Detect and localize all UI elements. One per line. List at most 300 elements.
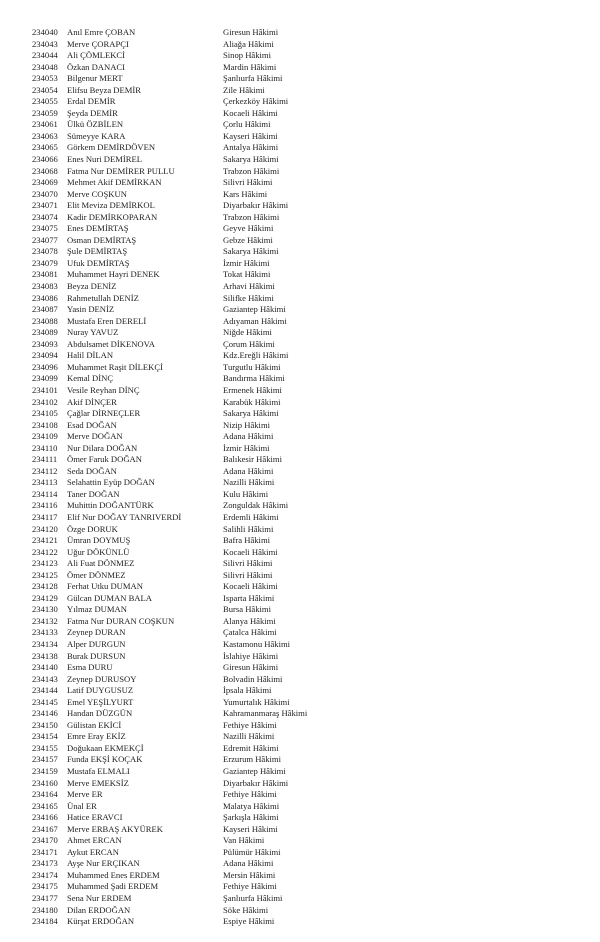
duty-cell: Arhavi Hâkimi — [223, 281, 275, 292]
name-cell: Aykut ERCAN — [67, 846, 119, 857]
registry-number-cell: 234096 — [32, 361, 58, 372]
name-cell: Özge DORUK — [67, 523, 118, 534]
duty-cell: Kayseri Hâkimi — [223, 823, 278, 834]
registry-number-cell: 234099 — [32, 373, 58, 384]
duty-cell: Mardin Hâkimi — [223, 61, 277, 72]
table-row — [0, 362, 600, 374]
table-row — [0, 651, 600, 663]
name-cell: Yasin DENİZ — [67, 304, 115, 315]
registry-number-cell: 234065 — [32, 142, 58, 153]
registry-number-cell: 234121 — [32, 535, 58, 546]
table-row — [0, 593, 600, 605]
duty-cell: Bandırma Hâkimi — [223, 373, 285, 384]
registry-number-cell: 234114 — [32, 488, 58, 499]
registry-number-cell: 234061 — [32, 119, 58, 130]
table-row — [0, 535, 600, 547]
name-cell: Elifsu Beyza DEMİR — [67, 84, 141, 95]
registry-number-cell: 234170 — [32, 835, 58, 846]
name-cell: Şeyda DEMİR — [67, 107, 118, 118]
table-row — [0, 27, 600, 39]
table-row — [0, 778, 600, 790]
registry-number-cell: 234101 — [32, 384, 58, 395]
duty-cell: Trabzon Hâkimi — [223, 211, 280, 222]
name-cell: Enes DEMİRTAŞ — [67, 223, 129, 234]
duty-cell: Gaziantep Hâkimi — [223, 304, 286, 315]
name-cell: Fatma Nur DEMİRER PULLU — [67, 165, 175, 176]
table-row — [0, 189, 600, 201]
duty-cell: Edremit Hâkimi — [223, 742, 279, 753]
table-row — [0, 789, 600, 801]
table-row — [0, 73, 600, 85]
table-row — [0, 720, 600, 732]
name-cell: Taner DOĞAN — [67, 488, 120, 499]
registry-number-cell: 234040 — [32, 27, 58, 37]
table-row — [0, 766, 600, 778]
table-row — [0, 858, 600, 870]
name-cell: Ömer Faruk DOĞAN — [67, 454, 142, 465]
registry-number-cell: 234154 — [32, 731, 58, 742]
table-row — [0, 835, 600, 847]
table-row — [0, 639, 600, 651]
registry-number-cell: 234087 — [32, 304, 58, 315]
duty-cell: Salihli Hâkimi — [223, 523, 274, 534]
registry-number-cell: 234125 — [32, 569, 58, 580]
registry-number-cell: 234070 — [32, 188, 58, 199]
duty-cell: Tokat Hâkimi — [223, 269, 271, 280]
table-row — [0, 108, 600, 120]
duty-cell: Erdemli Hâkimi — [223, 511, 279, 522]
duty-cell: Zile Hâkimi — [223, 84, 265, 95]
duty-cell: Kayseri Hâkimi — [223, 130, 278, 141]
registry-number-cell: 234059 — [32, 107, 58, 118]
registry-number-cell: 234077 — [32, 234, 58, 245]
name-cell: Merve ER — [67, 789, 103, 800]
registry-number-cell: 234133 — [32, 627, 58, 638]
table-row — [0, 420, 600, 432]
name-cell: Merve ÇORAPÇI — [67, 38, 129, 49]
table-row — [0, 616, 600, 628]
registry-number-cell: 234177 — [32, 893, 58, 904]
name-cell: Muhammed Şadi ERDEM — [67, 881, 159, 892]
duty-cell: Kocaeli Hâkimi — [223, 107, 278, 118]
registry-number-cell: 234166 — [32, 812, 58, 823]
table-row — [0, 281, 600, 293]
name-cell: Şule DEMİRTAŞ — [67, 246, 128, 257]
name-cell: Emel YEŞİLYURT — [67, 696, 134, 707]
name-cell: Gülistan EKİCİ — [67, 719, 122, 730]
name-cell: Ufuk DEMİRTAŞ — [67, 257, 130, 268]
duty-cell: Fethiye Hâkimi — [223, 881, 277, 892]
duty-cell: Pülümür Hâkimi — [223, 846, 281, 857]
registry-number-cell: 234066 — [32, 154, 58, 165]
name-cell: Vesile Reyhan DİNÇ — [67, 384, 140, 395]
table-row — [0, 246, 600, 258]
table-row — [0, 454, 600, 466]
table-row — [0, 385, 600, 397]
registry-number-cell: 234111 — [32, 454, 58, 465]
registry-number-cell: 234184 — [32, 916, 58, 927]
duty-cell: Şarkışla Hâkimi — [223, 812, 279, 823]
duty-cell: Diyarbakır Hâkimi — [223, 200, 289, 211]
duty-cell: Espiye Hâkimi — [223, 916, 275, 927]
registry-number-cell: 234102 — [32, 396, 58, 407]
registry-number-cell: 234167 — [32, 823, 58, 834]
duty-cell: Malatya Hâkimi — [223, 800, 280, 811]
duty-cell: İslahiye Hâkimi — [223, 650, 279, 661]
table-row — [0, 397, 600, 409]
name-cell: Elit Meviza DEMİRKOL — [67, 200, 155, 211]
registry-number-cell: 234063 — [32, 130, 58, 141]
table-row — [0, 847, 600, 859]
name-cell: Doğukaan EKMEKÇİ — [67, 742, 144, 753]
name-cell: Elif Nur DOĞAY TANRIVERDİ — [67, 511, 182, 522]
table-row — [0, 154, 600, 166]
registry-number-cell: 234089 — [32, 327, 58, 338]
table-row — [0, 131, 600, 143]
name-cell: Mehmet Akif DEMİRKAN — [67, 177, 162, 188]
table-row — [0, 870, 600, 882]
name-cell: Akif DİNÇER — [67, 396, 117, 407]
name-cell: Zeynep DURUSOY — [67, 673, 137, 684]
name-cell: Kürşat ERDOĞAN — [67, 916, 135, 927]
table-row — [0, 339, 600, 351]
name-cell: Burak DURSUN — [67, 650, 126, 661]
name-cell: Gülcan DUMAN BALA — [67, 592, 152, 603]
name-cell: Mustafa Eren DERELİ — [67, 315, 147, 326]
name-cell: Anıl Emre ÇOBAN — [67, 27, 136, 37]
table-row — [0, 812, 600, 824]
registry-number-cell: 234120 — [32, 523, 58, 534]
name-cell: Merve COŞKUN — [67, 188, 127, 199]
duty-cell: Mersin Hâkimi — [223, 869, 276, 880]
registry-number-cell: 234138 — [32, 650, 58, 661]
name-cell: Latif DUYGUSUZ — [67, 685, 134, 696]
registry-number-cell: 234105 — [32, 408, 58, 419]
duty-cell: Sakarya Hâkimi — [223, 154, 279, 165]
duty-cell: Şanlıurfa Hâkimi — [223, 893, 283, 904]
name-cell: Abdulsamet DİKENOVA — [67, 338, 155, 349]
duty-cell: Adıyaman Hâkimi — [223, 315, 287, 326]
duty-cell: Yumurtalık Hâkimi — [223, 696, 290, 707]
registry-number-cell: 234083 — [32, 281, 58, 292]
registry-number-cell: 234069 — [32, 177, 58, 188]
registry-number-cell: 234088 — [32, 315, 58, 326]
registry-number-cell: 234150 — [32, 719, 58, 730]
registry-number-cell: 234055 — [32, 96, 58, 107]
duty-cell: Aliağa Hâkimi — [223, 38, 274, 49]
table-row — [0, 177, 600, 189]
table-row — [0, 443, 600, 455]
duty-cell: Çorlu Hâkimi — [223, 119, 271, 130]
table-row — [0, 754, 600, 766]
duty-cell: Fethiye Hâkimi — [223, 789, 277, 800]
duty-cell: Sakarya Hâkimi — [223, 408, 279, 419]
name-cell: Ülkü ÖZBİLEN — [67, 119, 124, 130]
duty-cell: Karabük Hâkimi — [223, 396, 281, 407]
name-cell: Fatma Nur DURAN COŞKUN — [67, 615, 175, 626]
table-row — [0, 524, 600, 536]
table-row — [0, 293, 600, 305]
name-cell: Muhammed Enes ERDEM — [67, 869, 160, 880]
table-row — [0, 39, 600, 51]
table-row — [0, 558, 600, 570]
name-cell: Muhammet Raşit DİLEKÇİ — [67, 361, 163, 372]
name-cell: Muhittin DOĞANTÜRK — [67, 500, 154, 511]
name-cell: Erdal DEMİR — [67, 96, 116, 107]
name-cell: Zeynep DURAN — [67, 627, 126, 638]
name-cell: Mustafa ELMALI — [67, 766, 130, 776]
name-cell: Osman DEMİRTAŞ — [67, 234, 137, 245]
duty-cell: Kocaeli Hâkimi — [223, 546, 278, 557]
table-row — [0, 801, 600, 813]
table-row — [0, 96, 600, 108]
name-cell: Enes Nuri DEMİREL — [67, 154, 142, 165]
table-row — [0, 85, 600, 97]
duty-cell: Gebze Hâkimi — [223, 234, 273, 245]
duty-cell: Balıkesir Hâkimi — [223, 454, 282, 465]
duty-cell: Şanlıurfa Hâkimi — [223, 73, 283, 84]
duty-cell: Zonguldak Hâkimi — [223, 500, 289, 511]
duty-cell: Giresun Hâkimi — [223, 27, 279, 37]
duty-cell: Silivri Hâkimi — [223, 558, 273, 569]
registry-number-cell: 234140 — [32, 662, 58, 673]
name-cell: Ayşe Nur ERÇIKAN — [67, 858, 140, 869]
name-cell: Halil DİLAN — [67, 350, 114, 361]
name-cell: Ahmet ERCAN — [67, 835, 122, 846]
registry-number-cell: 234112 — [32, 465, 58, 476]
name-cell: Funda EKŞİ KOÇAK — [67, 754, 143, 765]
name-cell: Nuray YAVUZ — [67, 327, 119, 338]
table-row — [0, 674, 600, 686]
duty-cell: İzmir Hâkimi — [223, 442, 270, 453]
table-row — [0, 512, 600, 524]
name-cell: Merve EMEKSİZ — [67, 777, 129, 788]
name-cell: Seda DOĞAN — [67, 465, 117, 476]
duty-cell: Niğde Hâkimi — [223, 327, 272, 338]
duty-cell: İpsala Hâkimi — [223, 685, 272, 696]
registry-number-cell: 234180 — [32, 904, 58, 915]
duty-cell: Silivri Hâkimi — [223, 569, 273, 580]
registry-number-cell: 234110 — [32, 442, 58, 453]
registry-number-cell: 234094 — [32, 350, 58, 361]
table-row — [0, 604, 600, 616]
duty-cell: Çorum Hâkimi — [223, 338, 275, 349]
name-cell: Selahattin Eyüp DOĞAN — [67, 477, 155, 488]
registry-number-cell: 234144 — [32, 685, 58, 696]
duty-cell: Turgutlu Hâkimi — [223, 361, 281, 372]
duty-cell: Kulu Hâkimi — [223, 488, 269, 499]
table-row — [0, 477, 600, 489]
table-row — [0, 881, 600, 893]
table-row — [0, 500, 600, 512]
duty-cell: Çatalca Hâkimi — [223, 627, 277, 638]
duty-cell: Fethiye Hâkimi — [223, 719, 277, 730]
registry-number-cell: 234122 — [32, 546, 58, 557]
duty-cell: Sakarya Hâkimi — [223, 246, 279, 257]
table-row — [0, 893, 600, 905]
registry-number-cell: 234157 — [32, 754, 58, 765]
name-cell: Alper DURGUN — [67, 638, 126, 649]
registry-number-cell: 234113 — [32, 477, 58, 488]
duty-cell: Kdz.Ereğli Hâkimi — [223, 350, 289, 361]
duty-cell: Van Hâkimi — [223, 835, 265, 846]
name-cell: Ali ÇÖMLEKCİ — [67, 50, 126, 61]
registry-number-cell: 234128 — [32, 581, 58, 592]
registry-number-cell: 234093 — [32, 338, 58, 349]
table-row — [0, 824, 600, 836]
table-row — [0, 304, 600, 316]
table-row — [0, 119, 600, 131]
table-row — [0, 708, 600, 720]
registry-number-cell: 234129 — [32, 592, 58, 603]
registry-number-cell: 234130 — [32, 604, 58, 615]
table-row — [0, 489, 600, 501]
registry-number-cell: 234116 — [32, 500, 58, 511]
table-row — [0, 627, 600, 639]
name-cell: Handan DÜZGÜN — [67, 708, 133, 719]
name-cell: Sena Nur ERDEM — [67, 893, 132, 904]
registry-number-cell: 234071 — [32, 200, 58, 211]
registry-number-cell: 234174 — [32, 869, 58, 880]
registry-number-cell: 234164 — [32, 789, 58, 800]
table-row — [0, 431, 600, 443]
table-row — [0, 731, 600, 743]
duty-cell: Ermenek Hâkimi — [223, 384, 282, 395]
registry-number-cell: 234074 — [32, 211, 58, 222]
registry-number-cell: 234079 — [32, 257, 58, 268]
name-cell: Esad DOĞAN — [67, 419, 117, 430]
registry-number-cell: 234143 — [32, 673, 58, 684]
registry-number-cell: 234075 — [32, 223, 58, 234]
name-cell: Çağlar DİRNEÇLER — [67, 408, 141, 419]
duty-cell: Trabzon Hâkimi — [223, 165, 280, 176]
duty-cell: Nizip Hâkimi — [223, 419, 271, 430]
table-row — [0, 662, 600, 674]
name-cell: Ali Fuat DÖNMEZ — [67, 558, 135, 569]
table-row — [0, 200, 600, 212]
table-row — [0, 581, 600, 593]
duty-cell: Nazilli Hâkimi — [223, 477, 275, 488]
duty-cell: Isparta Hâkimi — [223, 592, 275, 603]
table-row — [0, 50, 600, 62]
name-cell: Yılmaz DUMAN — [67, 604, 127, 615]
duty-cell: Adana Hâkimi — [223, 858, 274, 869]
duty-cell: Bafra Hâkimi — [223, 535, 271, 546]
table-row — [0, 685, 600, 697]
duty-cell: Erzurum Hâkimi — [223, 754, 281, 765]
name-cell: Rahmetullah DENİZ — [67, 292, 139, 303]
table-row — [0, 905, 600, 917]
registry-number-cell: 234175 — [32, 881, 58, 892]
duty-cell: Geyve Hâkimi — [223, 223, 274, 234]
duty-cell: Silivri Hâkimi — [223, 177, 273, 188]
table-row — [0, 142, 600, 154]
duty-cell: Kastamonu Hâkimi — [223, 638, 291, 649]
name-cell: Beyza DENİZ — [67, 281, 117, 292]
table-row — [0, 316, 600, 328]
table-row — [0, 258, 600, 270]
duty-cell: Adana Hâkimi — [223, 465, 274, 476]
name-cell: Ünal ER — [67, 800, 97, 811]
registry-number-cell: 234081 — [32, 269, 58, 280]
name-cell: Emre Eray EKİZ — [67, 731, 126, 742]
registry-number-cell: 234044 — [32, 50, 58, 61]
duty-cell: Diyarbakır Hâkimi — [223, 777, 289, 788]
registry-number-cell: 234132 — [32, 615, 58, 626]
name-cell: Görkem DEMİRDÖVEN — [67, 142, 156, 153]
table-row — [0, 570, 600, 582]
duty-cell: Çerkezköy Hâkimi — [223, 96, 289, 107]
registry-number-cell: 234068 — [32, 165, 58, 176]
name-cell: Merve ERBAŞ AKYÜREK — [67, 823, 163, 834]
duty-cell: Sinop Hâkimi — [223, 50, 271, 61]
registry-number-cell: 234146 — [32, 708, 58, 719]
registry-number-cell: 234053 — [32, 73, 58, 84]
table-row — [0, 547, 600, 559]
duty-cell: Adana Hâkimi — [223, 431, 274, 442]
table-row — [0, 327, 600, 339]
registry-number-cell: 234048 — [32, 61, 58, 72]
table-row — [0, 350, 600, 362]
registry-number-cell: 234145 — [32, 696, 58, 707]
duty-cell: Kahramanmaraş Hâkimi — [223, 708, 308, 719]
registry-number-cell: 234123 — [32, 558, 58, 569]
name-cell: Kemal DİNÇ — [67, 373, 114, 384]
name-cell: Muhammet Hayri DENEK — [67, 269, 160, 280]
registry-number-cell: 234054 — [32, 84, 58, 95]
table-row — [0, 697, 600, 709]
name-cell: Uğur DÖKÜNLÜ — [67, 546, 130, 557]
duty-cell: Nazilli Hâkimi — [223, 731, 275, 742]
table-row — [0, 269, 600, 281]
name-cell: Dilan ERDOĞAN — [67, 904, 131, 915]
table-row — [0, 408, 600, 420]
table-row — [0, 373, 600, 385]
registry-number-cell: 234155 — [32, 742, 58, 753]
table-row — [0, 166, 600, 178]
duty-cell: Giresun Hâkimi — [223, 662, 279, 673]
registry-number-cell: 234109 — [32, 431, 58, 442]
registry-number-cell: 234171 — [32, 846, 58, 857]
registry-number-cell: 234108 — [32, 419, 58, 430]
name-cell: Bilgenur MERT — [67, 73, 123, 84]
judge-list — [0, 27, 600, 928]
name-cell: Ümran DOYMUŞ — [67, 535, 131, 546]
registry-number-cell: 234159 — [32, 766, 58, 776]
name-cell: Hatice ERAVCI — [67, 812, 123, 823]
table-row — [0, 466, 600, 478]
duty-cell: Gaziantep Hâkimi — [223, 766, 286, 776]
duty-cell: Söke Hâkimi — [223, 904, 269, 915]
name-cell: Nur Dilara DOĞAN — [67, 442, 138, 453]
duty-cell: Alanya Hâkimi — [223, 615, 276, 626]
duty-cell: Silifke Hâkimi — [223, 292, 274, 303]
duty-cell: İzmir Hâkimi — [223, 257, 270, 268]
name-cell: Merve DOĞAN — [67, 431, 123, 442]
table-row — [0, 223, 600, 235]
duty-cell: Bursa Hâkimi — [223, 604, 271, 615]
name-cell: Özkan DANACI — [67, 61, 125, 72]
duty-cell: Kars Hâkimi — [223, 188, 268, 199]
registry-number-cell: 234078 — [32, 246, 58, 257]
registry-number-cell: 234086 — [32, 292, 58, 303]
table-row — [0, 916, 600, 928]
registry-number-cell: 234134 — [32, 638, 58, 649]
duty-cell: Antalya Hâkimi — [223, 142, 279, 153]
name-cell: Ferhat Utku DUMAN — [67, 581, 143, 592]
registry-number-cell: 234165 — [32, 800, 58, 811]
name-cell: Esma DURU — [67, 662, 113, 673]
